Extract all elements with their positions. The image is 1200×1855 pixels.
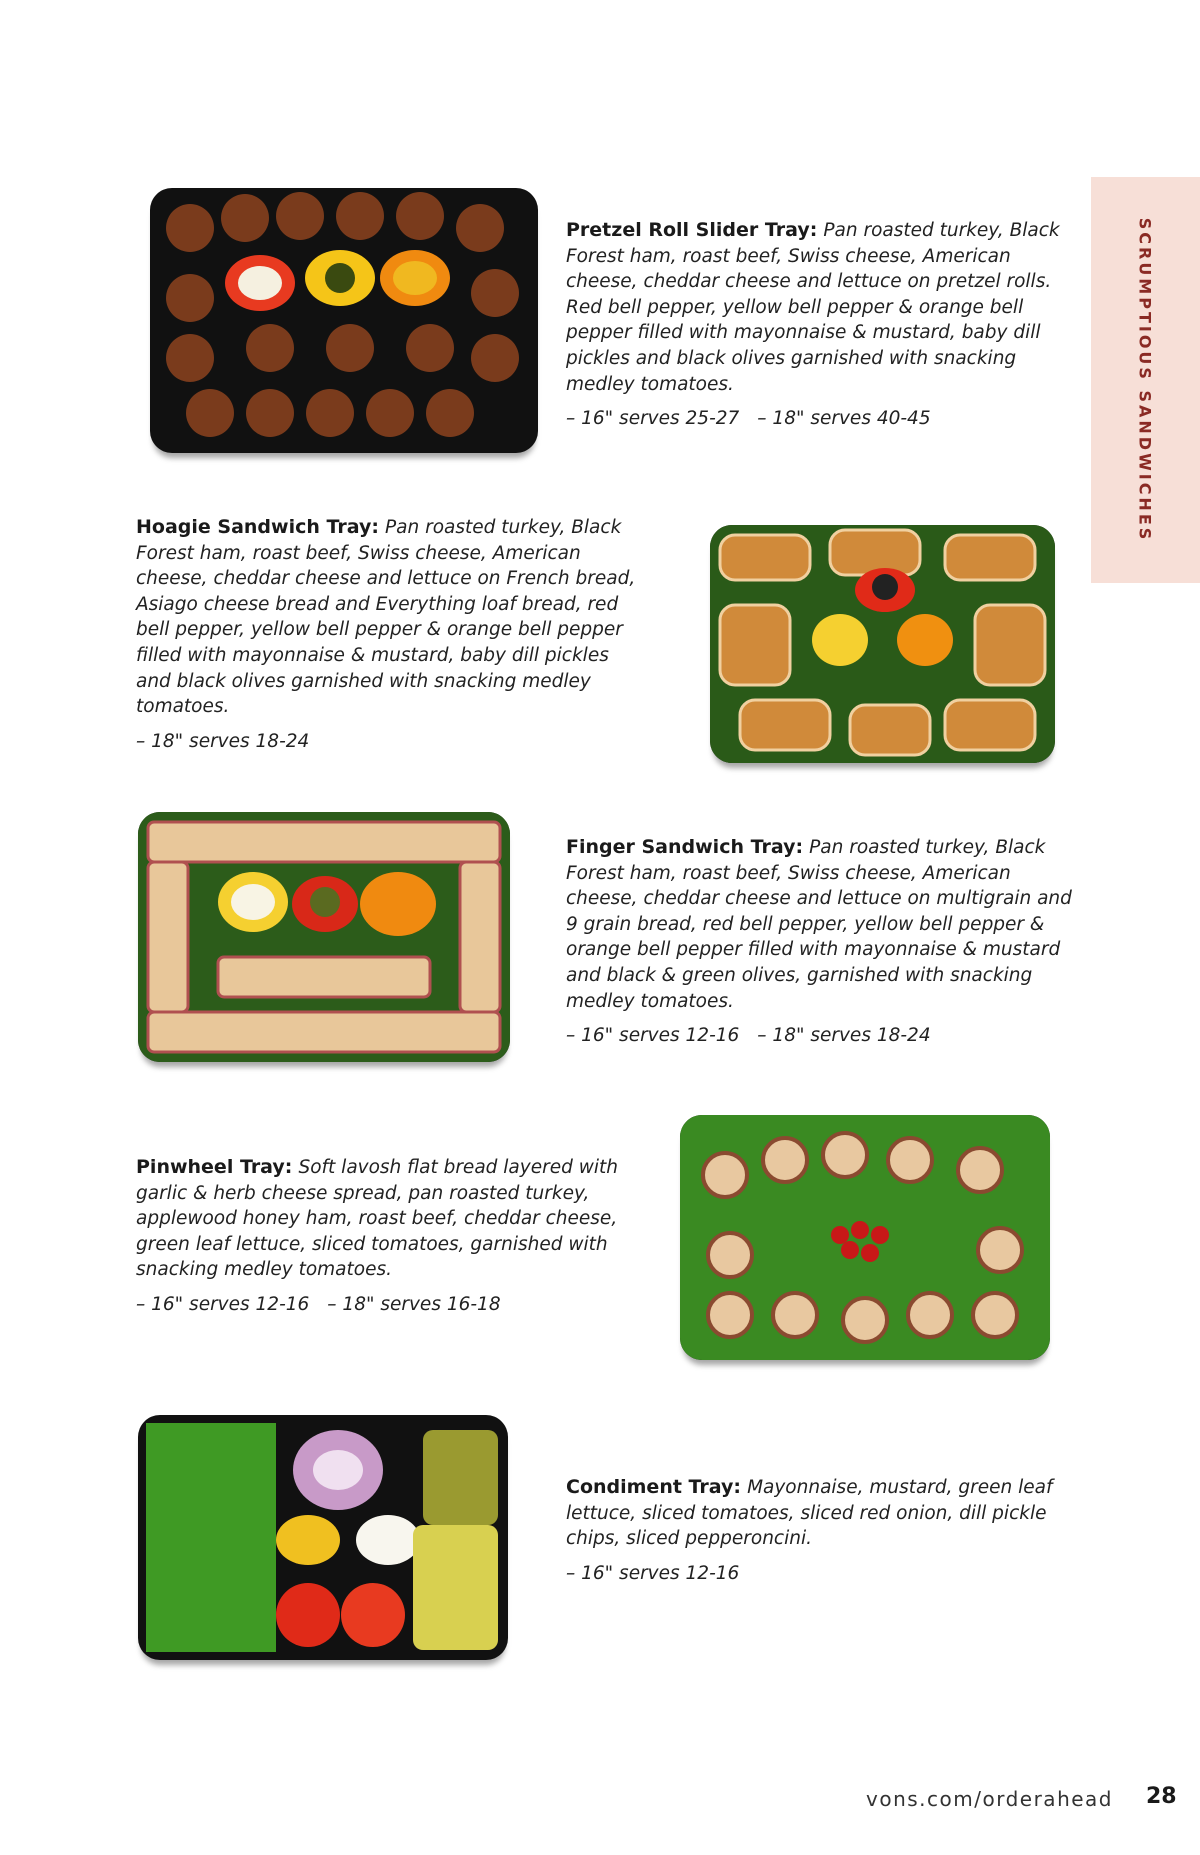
item-body: Pan roasted turkey, Black Forest ham, roast beef, Swiss cheese, American cheese, cheddar cheese and lettuce on pretzel rolls. Red bell pepper, yellow bell pepper & orange bell pepper filled with mayonnaise & mustard, baby dill pickles and black olives garnished with snacking medley tomatoes. bbox=[566, 220, 1060, 395]
finger-sandwich-tray-image bbox=[138, 812, 510, 1062]
size-serving: – 18" serves 40-45 bbox=[757, 408, 931, 430]
item-body: Pan roasted turkey, Black Forest ham, roast beef, Swiss cheese, American cheese, cheddar cheese and lettuce on French bread, Asiago cheese bread and Everything loaf bread, red bell pepper, yellow bell pepper & orange bell pepper filled with mayonnaise & mustard, baby dill pickles and black olives garnished with snacking medley tomatoes. bbox=[136, 517, 636, 718]
pinwheel-tray-image bbox=[680, 1115, 1050, 1360]
pretzel-slider-tray-image bbox=[150, 188, 538, 453]
footer-url: vons.com/orderahead bbox=[866, 1787, 1113, 1811]
section-tab bbox=[1091, 177, 1200, 583]
item-title: Pinwheel Tray: bbox=[136, 1156, 293, 1178]
item-title: Hoagie Sandwich Tray: bbox=[136, 516, 379, 538]
condiment-tray-image bbox=[138, 1415, 508, 1660]
size-serving: – 16" serves 25-27 bbox=[566, 408, 740, 430]
size-serving: – 18" serves 16-18 bbox=[327, 1293, 501, 1315]
item-body: Soft lavosh flat bread layered with garlic & herb cheese spread, pan roasted turkey, applewood honey ham, roast beef, cheddar cheese, green leaf lettuce, sliced tomatoes, garnished with snacking medley tomatoes. bbox=[136, 1157, 618, 1281]
item-title: Condiment Tray: bbox=[566, 1476, 742, 1498]
pinwheel-tray-description bbox=[136, 1155, 646, 1318]
item-body: Pan roasted turkey, Black Forest ham, roast beef, Swiss cheese, American cheese, cheddar cheese and lettuce on multigrain and 9 grain bread, red bell pepper, yellow bell pepper & orange bell pepper filled with mayonnaise & mustard and black & green olives, garnished with snacking medley tomatoes. bbox=[566, 837, 1072, 1012]
item-body: Mayonnaise, mustard, green leaf lettuce, sliced tomatoes, sliced red onion, dill pickle chips, sliced pepperoncini. bbox=[566, 1477, 1053, 1550]
item-title: Pretzel Roll Slider Tray: bbox=[566, 219, 818, 241]
size-serving: – 18" serves 18-24 bbox=[136, 730, 310, 752]
section-tab-label: SCRUMPTIOUS SANDWICHES bbox=[1135, 217, 1155, 543]
pretzel-slider-tray-description bbox=[566, 218, 1086, 432]
page-number: 28 bbox=[1146, 1784, 1177, 1809]
finger-sandwich-tray-description bbox=[566, 835, 1086, 1049]
hoagie-tray-image bbox=[710, 525, 1055, 763]
size-serving: – 16" serves 12-16 bbox=[566, 1562, 740, 1584]
item-title: Finger Sandwich Tray: bbox=[566, 836, 804, 858]
size-serving: – 16" serves 12-16 bbox=[136, 1293, 310, 1315]
condiment-tray-description bbox=[566, 1475, 1086, 1586]
size-serving: – 16" serves 12-16 bbox=[566, 1025, 740, 1047]
hoagie-tray-description bbox=[136, 515, 636, 754]
size-serving: – 18" serves 18-24 bbox=[757, 1025, 931, 1047]
